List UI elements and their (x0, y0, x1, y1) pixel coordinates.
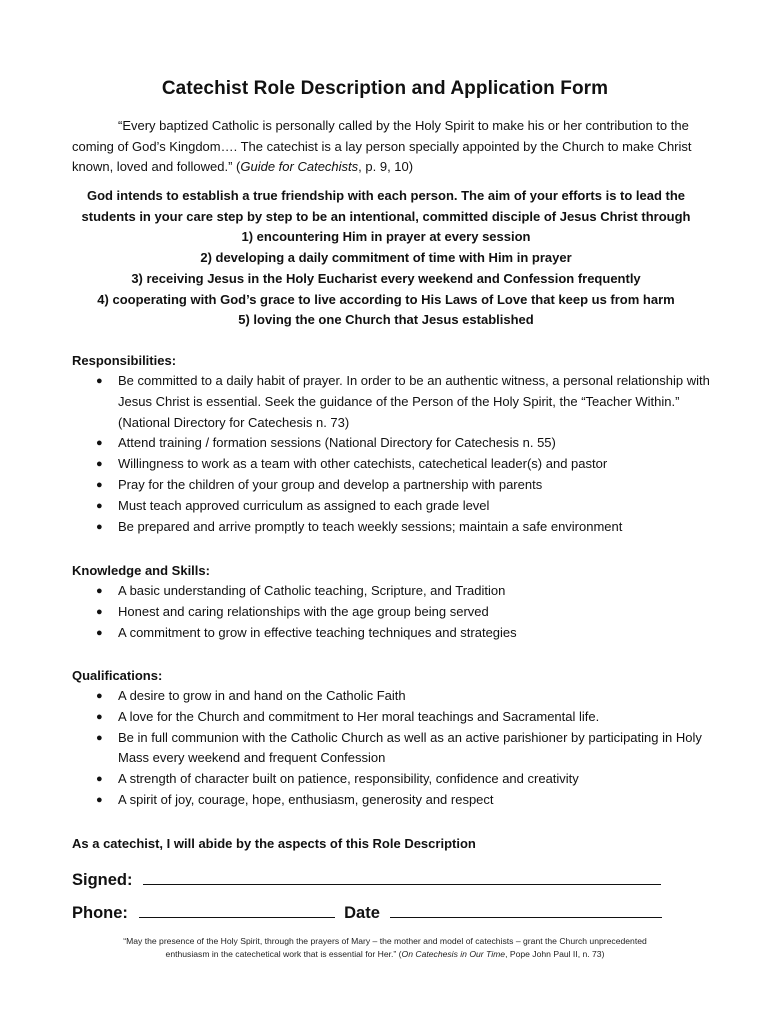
signature-row (72, 869, 661, 890)
qualifications-section (72, 665, 712, 811)
bullet-icon: ● (96, 375, 103, 387)
bullet-icon: ● (96, 520, 103, 533)
bullet-icon: ● (96, 626, 103, 639)
abide-statement: As a catechist, I will abide by the aspects of this Role Description (72, 836, 476, 851)
list-item-text: A love for the Church and commitment to Her moral teachings and Sacramental life. (118, 708, 600, 724)
goal-line: 1) encountering Him in prayer at every session (241, 229, 531, 245)
bullet-icon: ● (96, 585, 103, 597)
opening-quote (72, 116, 702, 178)
list-item-text: Honest and caring relationships with the age group being served (118, 603, 489, 619)
quote-text: “Every baptized Catholic is personally called by the Holy Spirit to make his or her contribution to the coming of God’s Kingdom…. The catechist is a lay person specially appointed by the Church to make Christ known, loved and followed.” ( (72, 118, 692, 174)
list-item-text: Be in full communion with the Catholic Church as well as an active parishioner by participating in Holy Mass every weekend and frequent Confession (118, 729, 702, 766)
date-label: Date (344, 904, 380, 922)
quote-source-rest: , p. 9, 10) (358, 159, 414, 174)
goal-statement (70, 186, 702, 331)
footnote-source-title: On Catechesis in Our Time (401, 949, 506, 959)
signature-field[interactable] (143, 869, 661, 885)
list-item (72, 769, 712, 790)
list-item-text: Pray for the children of your group and develop a partnership with parents (118, 476, 543, 492)
signed-label: Signed: (72, 871, 133, 889)
list-item (72, 686, 712, 707)
responsibilities-list (72, 371, 712, 537)
knowledge-section (72, 560, 712, 643)
bullet-icon: ● (96, 605, 103, 618)
qualifications-list (72, 686, 712, 811)
list-item-text: A basic understanding of Catholic teaching, Scripture, and Tradition (118, 583, 506, 598)
goal-line: God intends to establish a true friendship with each person. The aim of your efforts is to lead the (86, 188, 686, 203)
list-item (72, 371, 712, 433)
phone-field[interactable] (139, 902, 335, 918)
list-item (72, 475, 712, 496)
responsibilities-section (72, 350, 712, 537)
list-item (72, 707, 712, 728)
bullet-icon: ● (96, 731, 103, 744)
list-item (72, 790, 712, 811)
quote-source-title: Guide for Catechists (240, 159, 359, 174)
bullet-icon: ● (96, 437, 103, 450)
goal-line: 3) receiving Jesus in the Holy Eucharist every weekend and Confession frequently (131, 270, 641, 286)
goal-line: 2) developing a daily commitment of time with Him in prayer (200, 250, 572, 266)
goal-line: 4) cooperating with God’s grace to live according to His Laws of Love that keep us from harm (97, 291, 675, 307)
bullet-icon: ● (96, 458, 103, 471)
bullet-icon: ● (96, 478, 103, 491)
bullet-icon: ● (96, 690, 103, 702)
list-item-text: A commitment to grow in effective teaching techniques and strategies (118, 624, 517, 640)
knowledge-list (72, 581, 712, 643)
knowledge-heading: Knowledge and Skills: (72, 563, 210, 578)
responsibilities-heading: Responsibilities: (72, 353, 177, 368)
bullet-icon: ● (96, 499, 103, 512)
phone-label: Phone: (72, 904, 128, 922)
page-title: Catechist Role Description and Application Form (161, 78, 609, 99)
list-item-text: Be prepared and arrive promptly to teach weekly sessions; maintain a safe environment (118, 518, 623, 534)
bullet-icon: ● (96, 710, 103, 723)
list-item (72, 517, 712, 538)
list-item (72, 433, 712, 454)
list-item (72, 496, 712, 517)
list-item-text: A strength of character built on patience, responsibility, confidence and creativity (118, 771, 579, 787)
bullet-icon: ● (96, 773, 103, 786)
qualifications-heading: Qualifications: (72, 668, 163, 683)
list-item-text: Willingness to work as a team with other catechists, catechetical leader(s) and pastor (118, 456, 608, 472)
list-item (72, 602, 712, 623)
date-field[interactable] (390, 902, 662, 918)
footnote-source-rest: , Pope John Paul II, n. 73) (505, 949, 605, 959)
list-item-text: Be committed to a daily habit of prayer. In order to be an authentic witness, a personal relationship with Jesus Christ is essential. Seek the guidance of the Person of the Holy Spirit, the “Teacher Within.” (National Directory for Catechesis n. 73) (118, 373, 710, 430)
list-item-text: A spirit of joy, courage, hope, enthusiasm, generosity and respect (118, 791, 494, 807)
goal-line: 5) loving the one Church that Jesus established (238, 312, 534, 328)
phone-date-row (72, 902, 662, 923)
list-item-text: A desire to grow in and hand on the Catholic Faith (118, 688, 406, 703)
footnote-text: “May the presence of the Holy Spirit, through the prayers of Mary – the mother and model of catechists – grant the Church unprecedented enthusiasm in the catechetical work that is essential for Her.” ( (123, 936, 647, 959)
goal-line: students in your care step by step to be an intentional, committed disciple of Jesus Christ through (81, 208, 691, 224)
list-item (72, 454, 712, 475)
list-item (72, 623, 712, 644)
list-item (72, 581, 712, 602)
closing-footnote (110, 935, 660, 961)
list-item-text: Attend training / formation sessions (National Directory for Catechesis n. 55) (118, 435, 556, 451)
bullet-icon: ● (96, 793, 103, 806)
list-item-text: Must teach approved curriculum as assigned to each grade level (118, 497, 490, 513)
list-item (72, 728, 712, 770)
